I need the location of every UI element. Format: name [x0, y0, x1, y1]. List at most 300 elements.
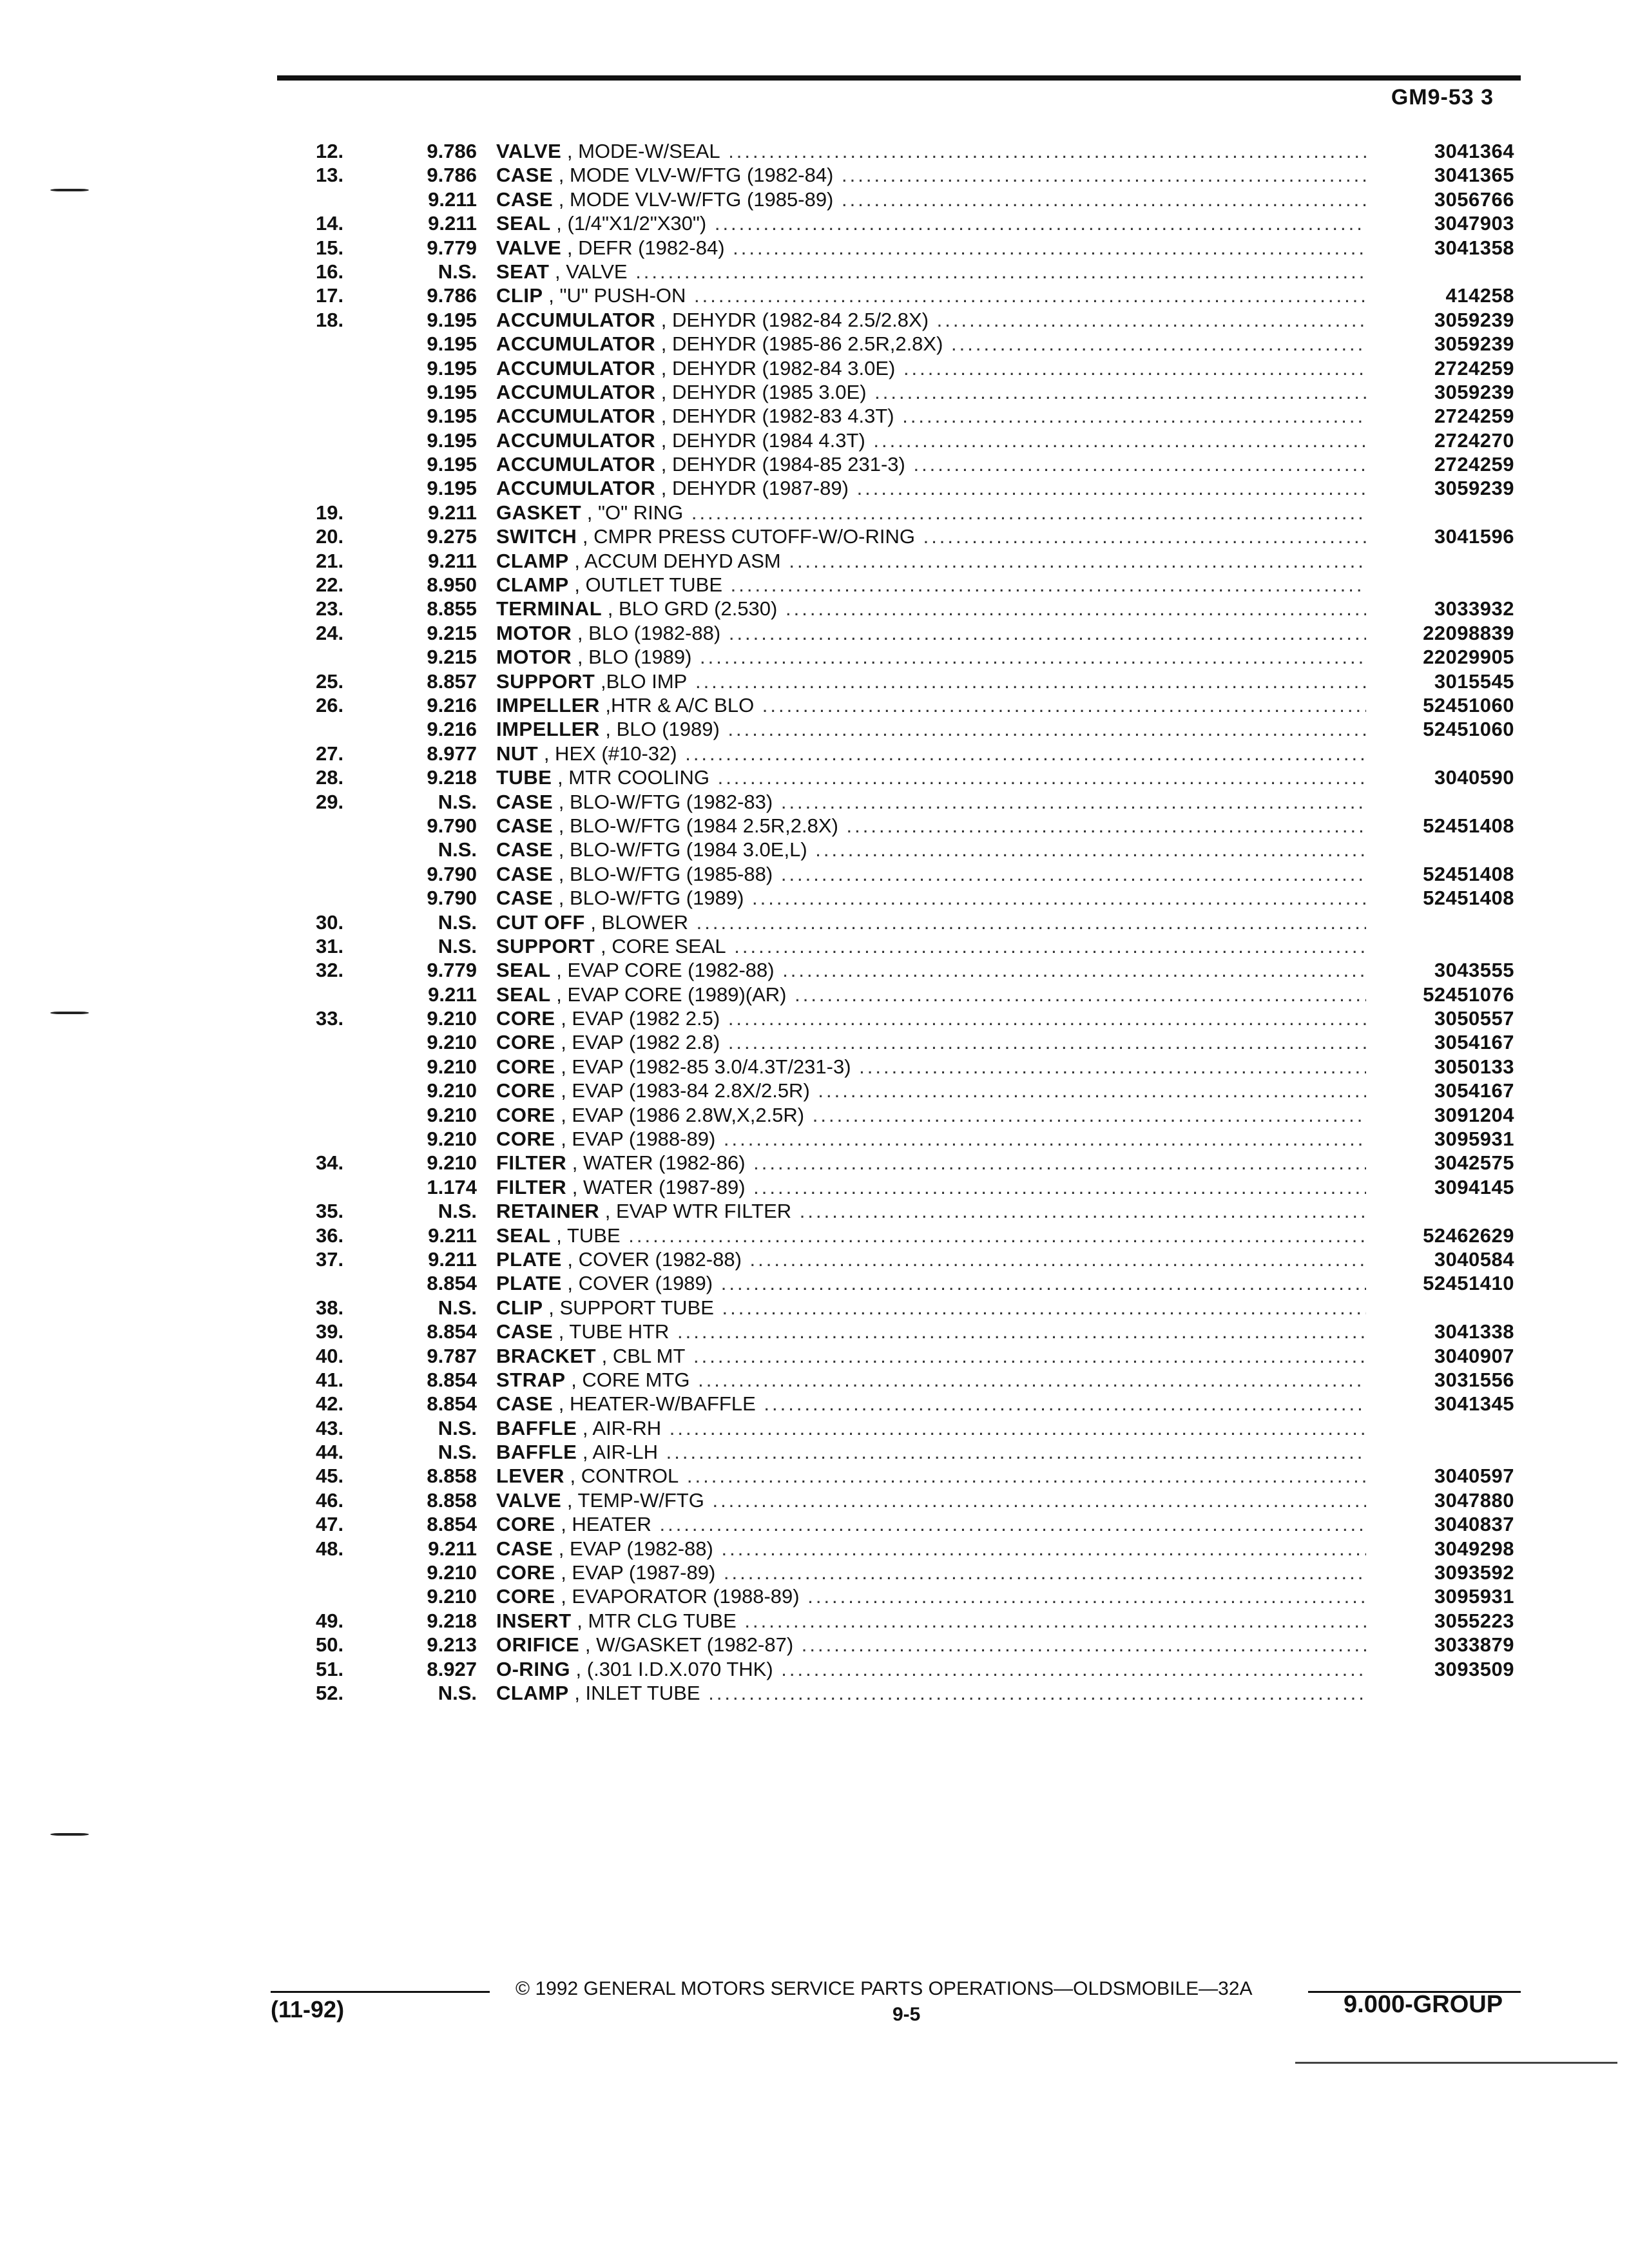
part-description — [496, 260, 1366, 284]
part-description — [496, 476, 1366, 500]
part-name: ACCUMULATOR — [496, 308, 656, 331]
part-detail: , BLO (1989) — [572, 646, 692, 669]
part-number: 3040907 — [1434, 1344, 1514, 1367]
part-number: 3093509 — [1434, 1657, 1514, 1680]
part-row — [316, 404, 1527, 428]
part-name: CASE — [496, 887, 554, 910]
group-number: 9.790 — [427, 887, 477, 910]
part-detail: , EVAP (1986 2.8W,X,2.5R) — [555, 1103, 805, 1126]
part-detail: , HEX (#10-32) — [538, 742, 677, 765]
part-row — [316, 1151, 1527, 1175]
part-row — [316, 1368, 1527, 1392]
group-number: 9.790 — [427, 862, 477, 885]
part-detail: , EVAP CORE (1982-88) — [550, 959, 775, 982]
part-number: 3091204 — [1434, 1103, 1514, 1126]
part-detail: , MODE VLV-W/FTG (1985-89) — [553, 187, 834, 211]
part-name: CORE — [496, 1079, 555, 1102]
part-name: CLAMP — [496, 549, 569, 572]
part-name: CORE — [496, 1513, 555, 1536]
item-number: 48. — [316, 1537, 344, 1560]
item-number: 46. — [316, 1488, 344, 1512]
part-row — [316, 1296, 1527, 1320]
part-number: 2724259 — [1434, 453, 1514, 476]
item-number: 44. — [316, 1441, 344, 1464]
part-detail: , AIR-LH — [577, 1441, 659, 1464]
group-number: 9.195 — [427, 308, 477, 331]
part-row — [316, 862, 1527, 886]
part-description — [496, 1344, 1366, 1368]
item-number: 12. — [316, 140, 344, 162]
part-row — [316, 260, 1527, 284]
part-name: CORE — [496, 1031, 555, 1054]
group-number: 9.779 — [427, 959, 477, 982]
part-detail: , DEHYDR (1982-84 2.5/2.8X) — [655, 308, 929, 331]
part-detail: , DEHYDR (1985-86 2.5R,2.8X) — [655, 332, 943, 356]
part-description — [496, 1512, 1366, 1536]
item-number: 43. — [316, 1416, 344, 1439]
item-number: 23. — [316, 597, 344, 620]
part-description — [496, 1609, 1366, 1633]
item-number: 34. — [316, 1151, 344, 1175]
part-description — [496, 597, 1366, 620]
part-description — [496, 211, 1366, 235]
part-description — [496, 983, 1366, 1006]
part-detail: , BLO (1982-88) — [572, 621, 721, 644]
part-row — [316, 1416, 1527, 1440]
part-detail: , MODE VLV-W/FTG (1982-84) — [553, 164, 834, 187]
part-row — [316, 1079, 1527, 1102]
part-description — [496, 1151, 1366, 1175]
part-number: 3041338 — [1434, 1320, 1514, 1343]
part-description — [496, 838, 1366, 861]
part-name: NUT — [496, 742, 539, 765]
part-row — [316, 1247, 1527, 1271]
part-number: 52451408 — [1423, 862, 1514, 885]
part-description — [496, 332, 1366, 356]
hole-punch-mark — [50, 1833, 89, 1836]
item-number: 36. — [316, 1224, 344, 1247]
part-detail: , EVAPORATOR (1988-89) — [555, 1585, 800, 1608]
part-name: ACCUMULATOR — [496, 428, 656, 452]
part-number: 3054167 — [1434, 1079, 1514, 1102]
part-name: CORE — [496, 1055, 555, 1078]
part-name: INSERT — [496, 1609, 572, 1632]
part-name: SEAL — [496, 983, 551, 1006]
item-number: 45. — [316, 1465, 344, 1488]
group-number: 9.195 — [427, 428, 477, 452]
part-number: 3059239 — [1434, 332, 1514, 356]
part-number: 3049298 — [1434, 1537, 1514, 1560]
part-name: CASE — [496, 164, 554, 187]
part-detail: , HEATER — [555, 1513, 651, 1536]
part-number: 3033932 — [1434, 597, 1514, 620]
group-number: 9.211 — [428, 501, 477, 524]
group-number: 8.854 — [427, 1320, 477, 1343]
part-name: CORE — [496, 1007, 555, 1030]
part-name: CASE — [496, 814, 554, 837]
part-name: MOTOR — [496, 621, 572, 644]
part-name: FILTER — [496, 1151, 567, 1175]
part-name: ORIFICE — [496, 1633, 580, 1657]
part-description — [496, 1416, 1366, 1440]
top-rule — [277, 75, 1521, 81]
group-number: 8.950 — [427, 573, 477, 597]
item-number: 20. — [316, 525, 344, 548]
part-row — [316, 1633, 1527, 1657]
part-description — [496, 356, 1366, 380]
part-description — [496, 910, 1366, 934]
part-number: 3059239 — [1434, 380, 1514, 403]
part-description — [496, 1079, 1366, 1102]
part-number: 3047903 — [1434, 212, 1514, 235]
part-row — [316, 1344, 1527, 1368]
part-row — [316, 380, 1527, 404]
item-number: 13. — [316, 164, 344, 187]
part-number: 2724259 — [1434, 356, 1514, 380]
group-number: N.S. — [438, 1416, 477, 1439]
item-number: 24. — [316, 621, 344, 644]
part-description — [496, 163, 1366, 187]
part-description — [496, 1055, 1366, 1079]
part-detail: , EVAP WTR FILTER — [599, 1200, 792, 1223]
part-number: 3040837 — [1434, 1513, 1514, 1536]
part-description — [496, 1103, 1366, 1127]
part-description — [496, 934, 1366, 958]
item-number: 42. — [316, 1392, 344, 1416]
part-description — [496, 573, 1366, 597]
group-number: 9.195 — [427, 453, 477, 476]
part-description — [496, 380, 1366, 404]
part-number: 3033879 — [1434, 1633, 1514, 1657]
part-detail: , MTR CLG TUBE — [571, 1609, 737, 1632]
part-number: 3055223 — [1434, 1609, 1514, 1632]
part-detail: , ACCUM DEHYD ASM — [568, 549, 781, 572]
part-name: CLIP — [496, 284, 543, 307]
part-description — [496, 1320, 1366, 1343]
part-row — [316, 308, 1527, 332]
part-description — [496, 621, 1366, 645]
part-name: SWITCH — [496, 525, 577, 548]
group-number: 1.174 — [427, 1175, 477, 1198]
part-name: CORE — [496, 1128, 555, 1151]
part-row — [316, 717, 1527, 741]
part-detail: , BLOWER — [584, 910, 689, 934]
part-row — [316, 1103, 1527, 1127]
part-detail: , "U" PUSH-ON — [543, 284, 686, 307]
item-number: 30. — [316, 910, 344, 934]
item-number: 51. — [316, 1657, 344, 1680]
part-number: 3043555 — [1434, 959, 1514, 982]
group-number: 9.218 — [427, 766, 477, 789]
group-number: N.S. — [438, 1682, 477, 1704]
part-name: SUPPORT — [496, 669, 595, 693]
part-row — [316, 669, 1527, 693]
part-name: RETAINER — [496, 1200, 600, 1223]
part-name: CUT OFF — [496, 910, 585, 934]
part-name: CLAMP — [496, 1682, 569, 1704]
group-number: 9.195 — [427, 405, 477, 428]
part-number: 3059239 — [1434, 477, 1514, 500]
part-number: 3031556 — [1434, 1368, 1514, 1391]
item-number: 17. — [316, 284, 344, 307]
footer-rule — [271, 1991, 490, 1993]
part-description — [496, 1584, 1366, 1608]
part-description — [496, 742, 1366, 765]
group-number: 9.215 — [427, 621, 477, 644]
part-description — [496, 1488, 1366, 1512]
group-number: 9.210 — [427, 1079, 477, 1102]
part-name: SEAT — [496, 260, 550, 283]
part-detail: , DEHYDR (1987-89) — [655, 477, 849, 500]
revision-date: (11-92) — [271, 1996, 345, 2023]
part-row — [316, 573, 1527, 597]
part-description — [496, 187, 1366, 211]
group-number: 9.211 — [428, 212, 477, 235]
group-number: 9.786 — [427, 284, 477, 307]
part-name: PLATE — [496, 1272, 562, 1295]
group-number: 9.195 — [427, 477, 477, 500]
part-row — [316, 163, 1527, 187]
part-detail: , SUPPORT TUBE — [543, 1296, 714, 1319]
part-detail: , "O" RING — [581, 501, 684, 524]
group-number: N.S. — [438, 1200, 477, 1223]
group-number: 9.210 — [427, 1585, 477, 1608]
part-name: ACCUMULATOR — [496, 453, 656, 476]
part-detail: , EVAP (1983-84 2.8X/2.5R) — [555, 1079, 810, 1102]
item-number: 52. — [316, 1682, 344, 1704]
part-row — [316, 1488, 1527, 1512]
hole-punch-mark — [50, 1012, 89, 1014]
part-row — [316, 139, 1527, 163]
part-number: 52462629 — [1423, 1224, 1514, 1247]
part-name: SUPPORT — [496, 934, 595, 957]
group-number: 9.786 — [427, 140, 477, 162]
group-number: N.S. — [438, 910, 477, 934]
part-row — [316, 476, 1527, 500]
part-name: SEAL — [496, 959, 551, 982]
part-detail: ,HTR & A/C BLO — [599, 693, 755, 716]
part-name: CASE — [496, 187, 554, 211]
part-name: PLATE — [496, 1247, 562, 1271]
part-detail: , CORE MTG — [565, 1368, 690, 1391]
group-number: 8.858 — [427, 1465, 477, 1488]
part-detail: , COVER (1982-88) — [561, 1247, 742, 1271]
part-row — [316, 236, 1527, 260]
part-description — [496, 1657, 1366, 1681]
part-detail: , COVER (1989) — [561, 1272, 713, 1295]
part-description — [496, 452, 1366, 476]
part-row — [316, 910, 1527, 934]
part-detail: , (1/4"X1/2"X30") — [550, 212, 707, 235]
part-detail: ,BLO IMP — [595, 669, 688, 693]
group-number: N.S. — [438, 1296, 477, 1319]
part-description — [496, 1537, 1366, 1561]
part-row — [316, 765, 1527, 789]
hole-punch-mark — [50, 189, 89, 191]
part-row — [316, 1392, 1527, 1416]
group-number: 9.790 — [427, 814, 477, 837]
part-name: FILTER — [496, 1175, 567, 1198]
part-description — [496, 1175, 1366, 1199]
part-row — [316, 1681, 1527, 1705]
part-name: GASKET — [496, 501, 582, 524]
part-name: CASE — [496, 1392, 554, 1416]
part-detail: , BLO GRD (2.530) — [602, 597, 778, 620]
part-description — [496, 814, 1366, 838]
part-name: CASE — [496, 838, 554, 861]
part-detail: , TUBE — [550, 1224, 621, 1247]
part-detail: , DEHYDR (1984-85 231-3) — [655, 453, 905, 476]
group-number: 9.210 — [427, 1007, 477, 1030]
part-description — [496, 1392, 1366, 1416]
part-number: 414258 — [1445, 284, 1514, 307]
part-number: 22098839 — [1423, 621, 1514, 644]
item-number: 40. — [316, 1344, 344, 1367]
part-row — [316, 1271, 1527, 1295]
group-number: 9.210 — [427, 1055, 477, 1078]
part-description — [496, 1030, 1366, 1054]
part-number: 52451408 — [1423, 814, 1514, 837]
part-number: 3040584 — [1434, 1247, 1514, 1271]
group-number: 9.215 — [427, 646, 477, 669]
part-row — [316, 1224, 1527, 1247]
part-detail: , OUTLET TUBE — [568, 573, 723, 597]
part-row — [316, 187, 1527, 211]
part-row — [316, 332, 1527, 356]
item-number: 31. — [316, 934, 344, 957]
part-description — [496, 284, 1366, 307]
item-number: 38. — [316, 1296, 344, 1319]
part-number: 3047880 — [1434, 1488, 1514, 1512]
part-detail: , EVAP (1987-89) — [555, 1561, 716, 1584]
part-row — [316, 958, 1527, 982]
part-detail: , VALVE — [549, 260, 628, 283]
part-name: CORE — [496, 1103, 555, 1126]
item-number: 41. — [316, 1368, 344, 1391]
part-detail: , DEFR (1982-84) — [561, 236, 725, 259]
item-number: 28. — [316, 766, 344, 789]
part-row — [316, 1199, 1527, 1223]
part-number: 3040590 — [1434, 766, 1514, 789]
group-number: 9.216 — [427, 718, 477, 741]
part-description — [496, 1440, 1366, 1464]
part-detail: , TEMP-W/FTG — [561, 1488, 704, 1512]
group-number: N.S. — [438, 790, 477, 813]
part-number: 52451060 — [1423, 718, 1514, 741]
part-description — [496, 717, 1366, 741]
part-detail: , AIR-RH — [577, 1416, 662, 1439]
part-name: IMPELLER — [496, 718, 600, 741]
part-number: 52451408 — [1423, 887, 1514, 910]
part-row — [316, 1464, 1527, 1488]
part-detail: , INLET TUBE — [568, 1682, 700, 1704]
part-number: 3041596 — [1434, 525, 1514, 548]
part-name: CASE — [496, 1537, 554, 1560]
part-row — [316, 814, 1527, 838]
part-row — [316, 790, 1527, 814]
part-row — [316, 742, 1527, 765]
part-row — [316, 284, 1527, 307]
part-row — [316, 693, 1527, 717]
part-description — [496, 1368, 1366, 1392]
part-row — [316, 1127, 1527, 1151]
part-name: CLAMP — [496, 573, 569, 597]
part-description — [496, 1296, 1366, 1320]
part-row — [316, 549, 1527, 573]
part-row — [316, 501, 1527, 524]
item-number: 49. — [316, 1609, 344, 1632]
group-number: 9.210 — [427, 1151, 477, 1175]
part-name: ACCUMULATOR — [496, 477, 656, 500]
part-number: 3054167 — [1434, 1031, 1514, 1054]
part-number: 3015545 — [1434, 669, 1514, 693]
part-name: TUBE — [496, 766, 552, 789]
group-number: 9.195 — [427, 356, 477, 380]
page-code: GM9-53 3 — [1391, 85, 1494, 110]
part-detail: , WATER (1982-86) — [566, 1151, 746, 1175]
part-detail: , DEHYDR (1984 4.3T) — [655, 428, 865, 452]
part-row — [316, 1030, 1527, 1054]
group-number: 9.210 — [427, 1128, 477, 1151]
group-number: 9.211 — [428, 549, 477, 572]
part-description — [496, 236, 1366, 260]
part-description — [496, 886, 1366, 910]
part-number: 52451410 — [1423, 1272, 1514, 1295]
group-number: 9.787 — [427, 1344, 477, 1367]
part-detail: , WATER (1987-89) — [566, 1175, 746, 1198]
part-name: TERMINAL — [496, 597, 602, 620]
part-number: 3093592 — [1434, 1561, 1514, 1584]
group-number: N.S. — [438, 838, 477, 861]
part-description — [496, 428, 1366, 452]
group-number: 9.195 — [427, 380, 477, 403]
part-description — [496, 790, 1366, 814]
part-number: 3095931 — [1434, 1128, 1514, 1151]
item-number: 14. — [316, 212, 344, 235]
part-detail: , EVAP (1982 2.5) — [555, 1007, 720, 1030]
item-number: 32. — [316, 959, 344, 982]
part-detail: , EVAP (1982-88) — [553, 1537, 713, 1560]
part-row — [316, 1584, 1527, 1608]
part-number: 2724270 — [1434, 428, 1514, 452]
part-name: IMPELLER — [496, 693, 600, 716]
part-row — [316, 838, 1527, 861]
part-row — [316, 645, 1527, 669]
part-row — [316, 1175, 1527, 1199]
item-number: 19. — [316, 501, 344, 524]
part-number: 2724259 — [1434, 405, 1514, 428]
item-number: 39. — [316, 1320, 344, 1343]
part-number: 3041364 — [1434, 140, 1514, 162]
part-detail: , DEHYDR (1982-83 4.3T) — [655, 405, 894, 428]
group-number: 9.210 — [427, 1031, 477, 1054]
group-label: 9.000-GROUP — [1344, 1991, 1503, 2018]
part-name: BAFFLE — [496, 1416, 577, 1439]
group-number: N.S. — [438, 1441, 477, 1464]
part-row — [316, 1561, 1527, 1584]
part-description — [496, 669, 1366, 693]
part-row — [316, 452, 1527, 476]
part-detail: , (.301 I.D.X.070 THK) — [570, 1657, 773, 1680]
group-number: 9.195 — [427, 332, 477, 356]
part-description — [496, 862, 1366, 886]
part-detail: , MTR COOLING — [552, 766, 709, 789]
part-number: 3040597 — [1434, 1465, 1514, 1488]
item-number: 18. — [316, 308, 344, 331]
part-row — [316, 1320, 1527, 1343]
part-detail: , CORE SEAL — [595, 934, 726, 957]
item-number: 15. — [316, 236, 344, 259]
